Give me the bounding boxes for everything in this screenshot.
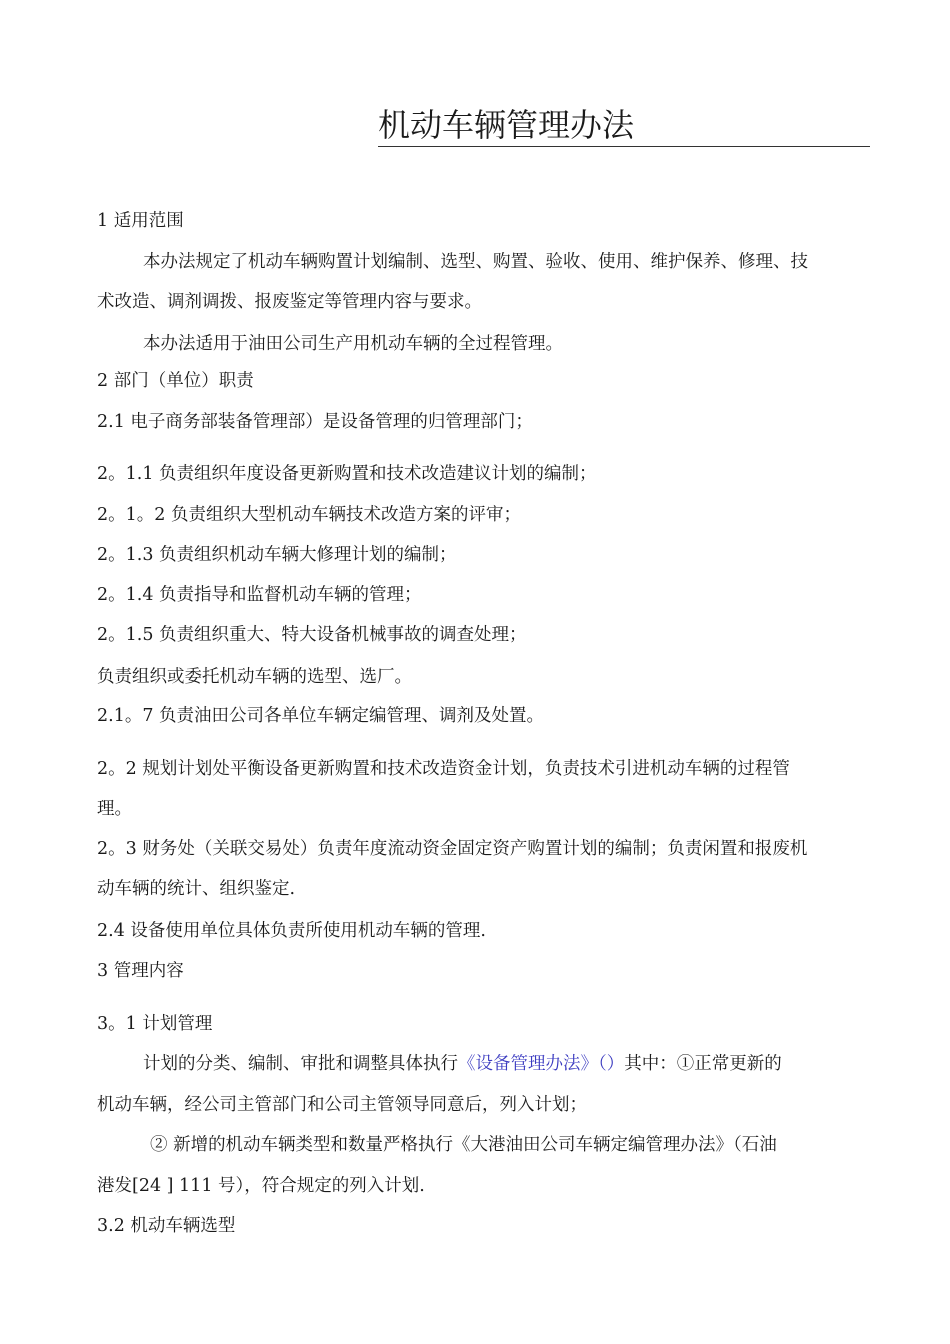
clause-2-1-5: 2。1.5 负责组织重大、特大设备机械事故的调查处理；	[97, 625, 527, 645]
clause-2-1-6: 负责组织或委托机动车辆的选型、选厂。	[97, 667, 412, 687]
clause-2-1-3: 2。1.3 负责组织机动车辆大修理计划的编制；	[97, 545, 457, 565]
plan-reference-link[interactable]: 《设备管理办法》（）	[458, 1054, 625, 1074]
paragraph-scope-1a: 本办法规定了机动车辆购置计划编制、选型、购置、验收、使用、维护保养、修理、技	[143, 252, 808, 272]
clause-2-3b: 动车辆的统计、组织鉴定.	[97, 879, 296, 899]
paragraph-scope-1b: 术改造、调剂调拨、报废鉴定等管理内容与要求。	[97, 292, 482, 312]
clause-2-1-7: 2.1。7 负责油田公司各单位车辆定编管理、调剂及处置。	[97, 706, 545, 726]
clause-3-1: 3。1 计划管理	[97, 1014, 213, 1034]
clause-2-1-4: 2。1.4 负责指导和监督机动车辆的管理；	[97, 585, 422, 605]
clause-2-2b: 理。	[97, 799, 132, 819]
section-heading-2: 2 部门（单位）职责	[97, 371, 254, 391]
clause-2-3a: 2。3 财务处（关联交易处）负责年度流动资金固定资产购置计划的编制；负责闲置和报废机	[97, 839, 808, 859]
clause-2-2a: 2。2 规划计划处平衡设备更新购置和技术改造资金计划，负责技术引进机动车辆的过程管	[97, 759, 790, 779]
clause-2-1-1: 2。1.1 负责组织年度设备更新购置和技术改造建议计划的编制；	[97, 464, 597, 484]
clause-3-2: 3.2 机动车辆选型	[97, 1216, 236, 1236]
clause-2-1-2: 2。1。2 负责组织大型机动车辆技术改造方案的评审；	[97, 505, 521, 525]
paragraph-scope-2: 本办法适用于油田公司生产用机动车辆的全过程管理。	[143, 334, 563, 354]
clause-2-4: 2.4 设备使用单位具体负责所使用机动车辆的管理.	[97, 921, 486, 941]
paragraph-plan-1b: 机动车辆，经公司主管部门和公司主管领导同意后，列入计划；	[97, 1095, 587, 1115]
section-heading-3: 3 管理内容	[97, 961, 184, 981]
clause-2-1: 2.1 电子商务部装备管理部）是设备管理的归管理部门；	[97, 412, 533, 432]
plan-text-post: 其中：①正常更新的	[624, 1054, 782, 1074]
paragraph-plan-1a	[143, 1053, 872, 1075]
plan-text-pre: 计划的分类、编制、审批和调整具体执行	[143, 1054, 458, 1074]
page-title: 机动车辆管理办法	[378, 106, 635, 144]
paragraph-plan-2a: ② 新增的机动车辆类型和数量严格执行《大港油田公司车辆定编管理办法》（石油	[150, 1135, 777, 1155]
paragraph-plan-2b: 港发[24 ] 111 号），符合规定的列入计划.	[97, 1176, 425, 1196]
section-heading-1: 1 适用范围	[97, 211, 184, 231]
title-underline	[378, 104, 870, 147]
